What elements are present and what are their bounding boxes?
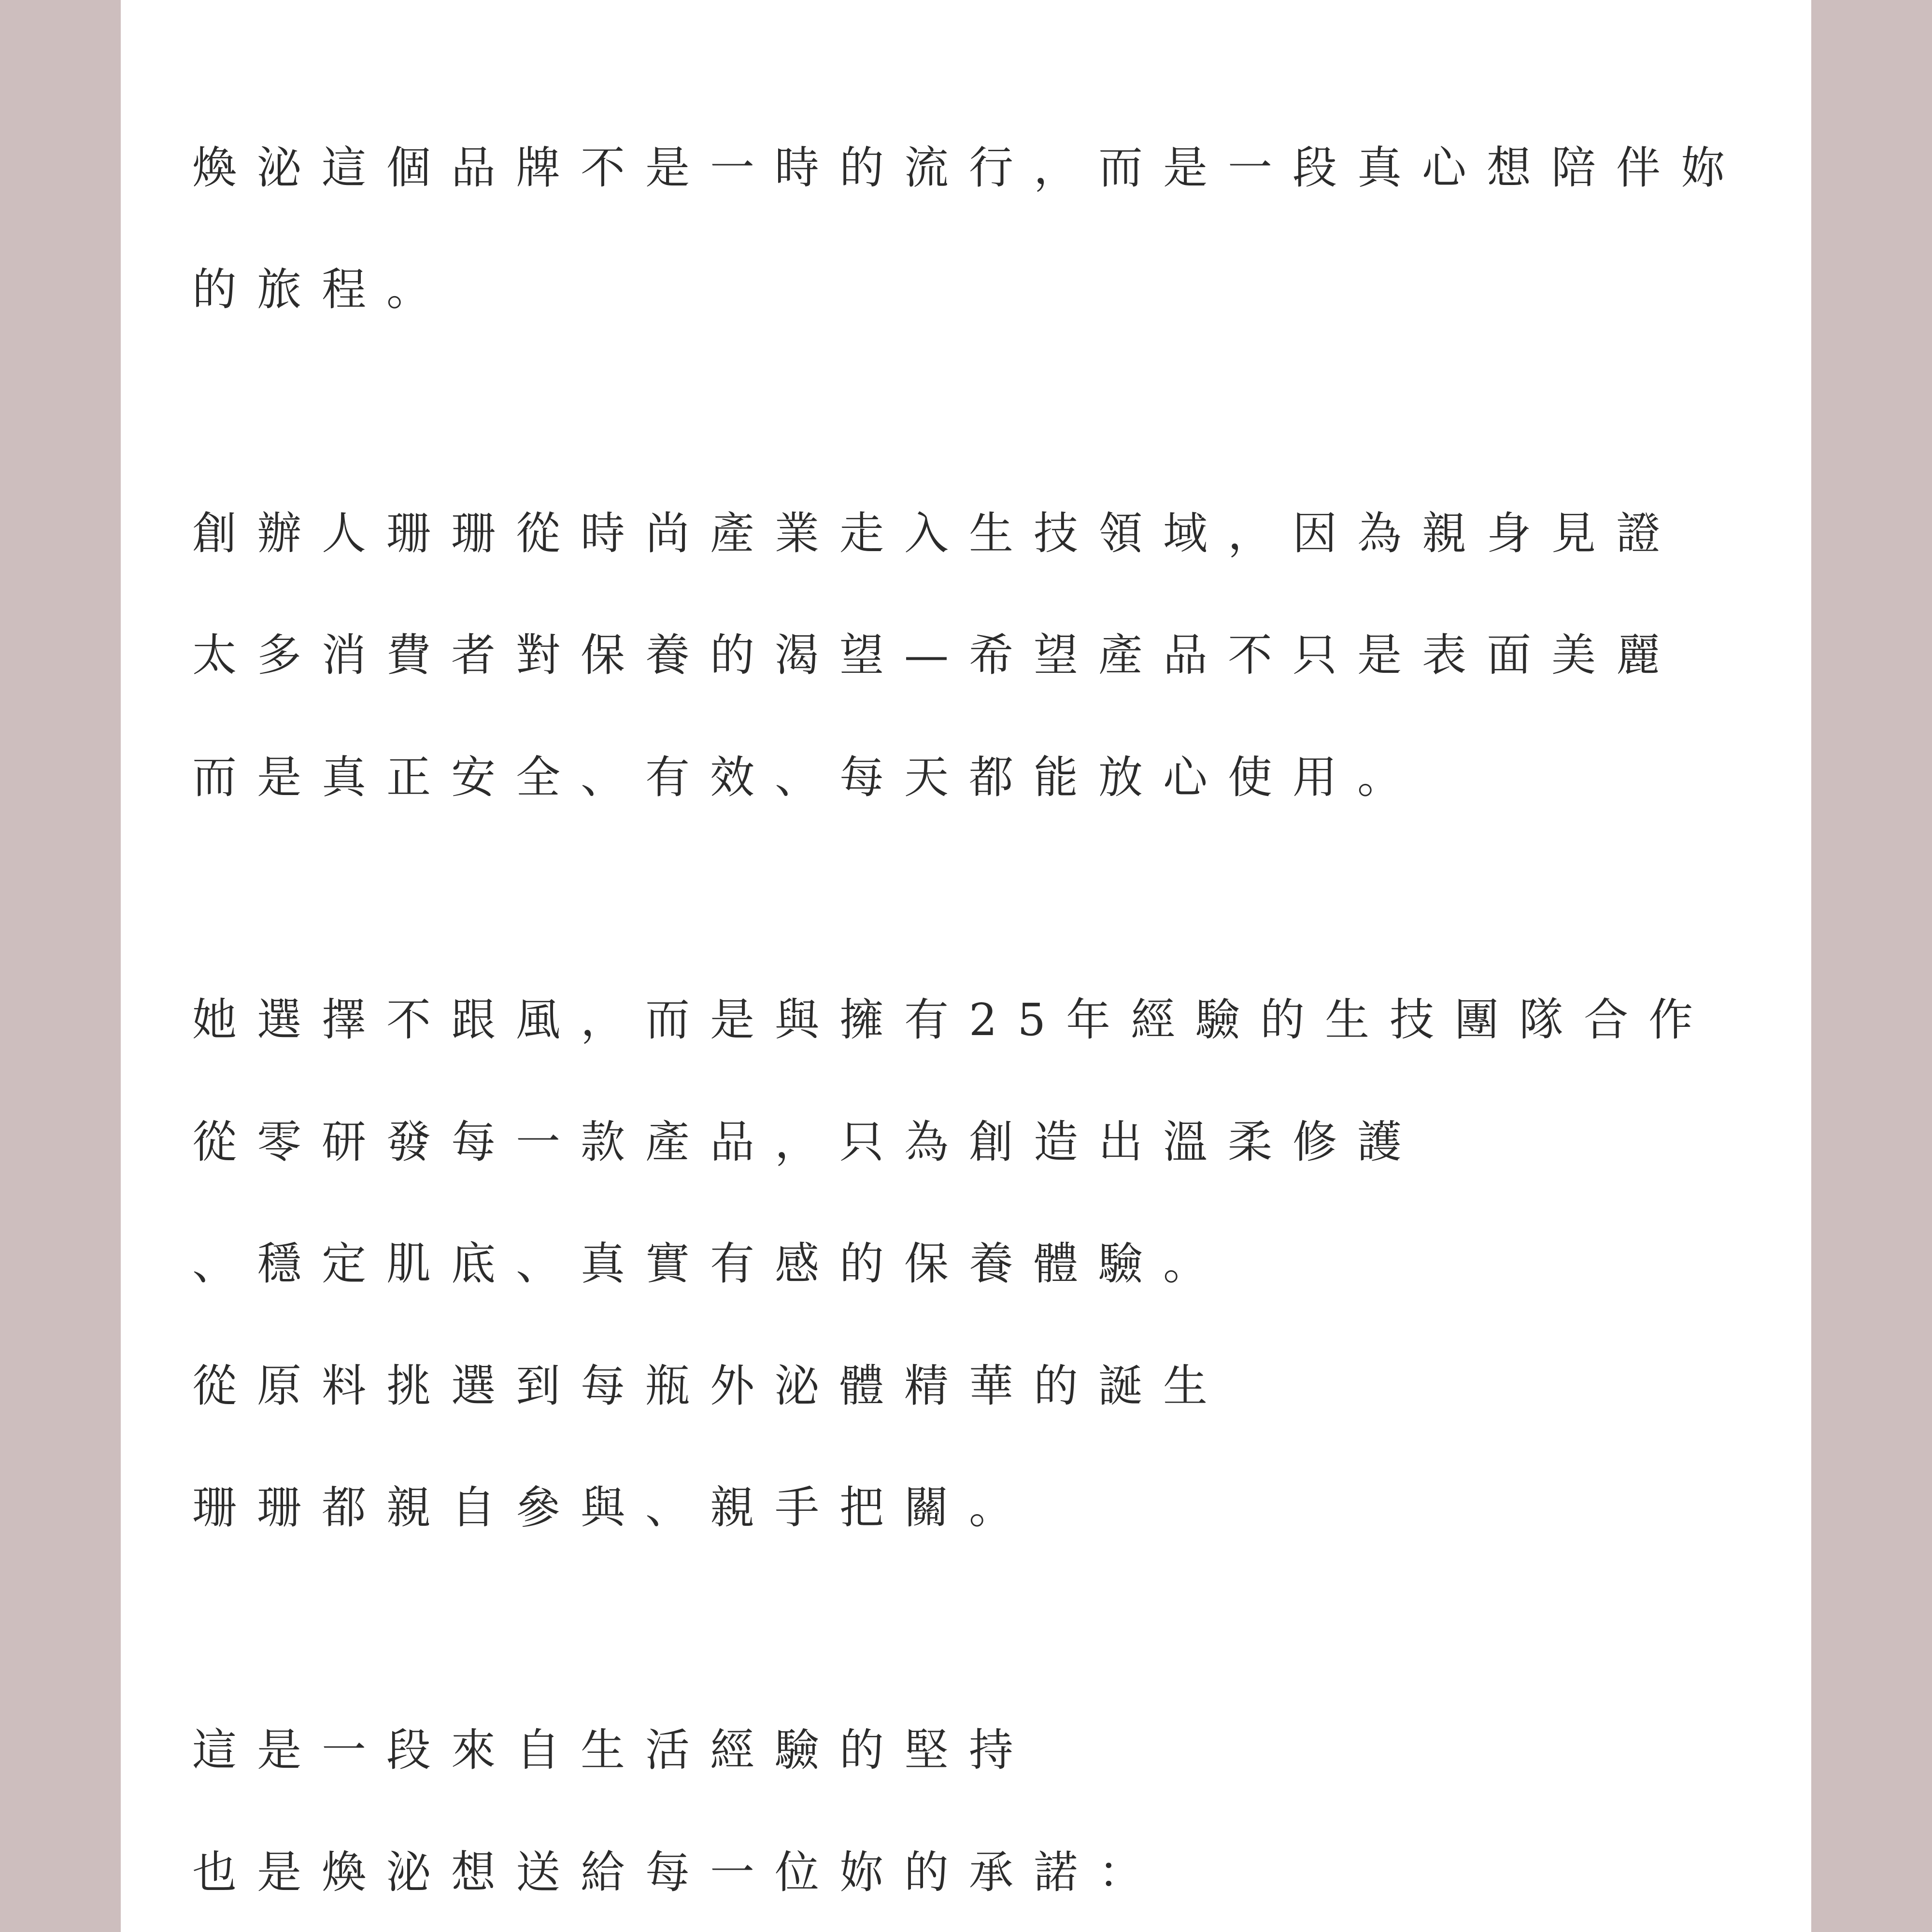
text-line: 從原料挑選到每瓶外泌體精華的誕生 xyxy=(192,1360,1228,1412)
text-line: 這是一段來自生活經驗的堅持 xyxy=(192,1724,1034,1776)
text-line: 也是煥泌想送給每一位妳的承諾： xyxy=(192,1847,1164,1898)
text-line: 珊珊都親自參與、親手把關。 xyxy=(192,1482,1034,1534)
text-panel xyxy=(121,0,1811,1932)
text-line: 、穩定肌底、真實有感的保養體驗。 xyxy=(192,1238,1228,1290)
text-line: 她選擇不跟風，而是與擁有25年經驗的生技團隊合作 xyxy=(192,994,1714,1046)
text-line: 的旅程。 xyxy=(192,264,452,315)
text-line: 而是真正安全、有效、每天都能放心使用。 xyxy=(192,752,1422,803)
text-line: 太多消費者對保養的渴望—希望產品不只是表面美麗 xyxy=(192,629,1681,681)
text-line: 從零研發每一款產品，只為創造出溫柔修護 xyxy=(192,1116,1422,1168)
text-line: 煥泌這個品牌不是一時的流行，而是一段真心想陪伴妳 xyxy=(192,142,1746,194)
text-line: 創辦人珊珊從時尚產業走入生技領域，因為親身見證 xyxy=(192,508,1681,559)
